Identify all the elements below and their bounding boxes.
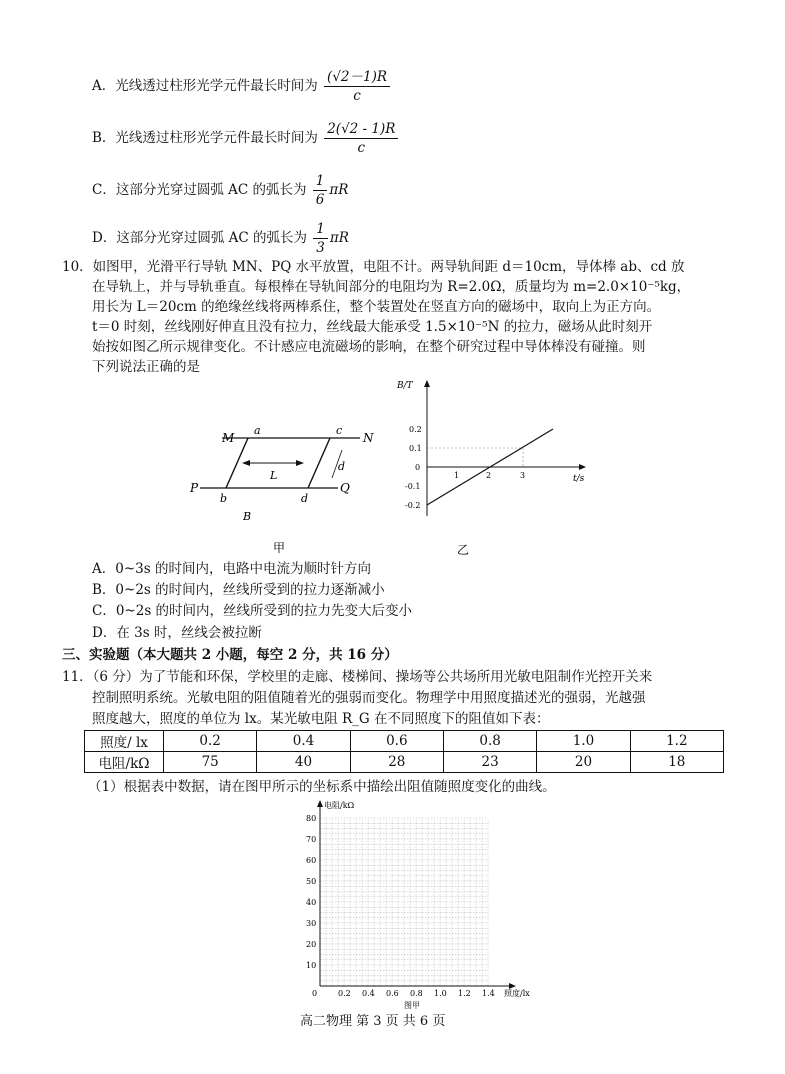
q10-stem-line: 在导轨上，并与导轨垂直。每根棒在导轨间部分的电阻均为 R=2.0Ω，质量均为 m=2.0×10⁻⁵kg， xyxy=(92,279,691,295)
table-cell: 23 xyxy=(443,752,536,773)
grid-x-tick-label: 1.4 xyxy=(482,989,495,998)
label-a: a xyxy=(254,424,261,437)
label-d: d xyxy=(301,492,309,505)
label-b-field: B xyxy=(243,510,252,523)
grid-y-axis-label: 电阻/kΩ xyxy=(324,801,355,810)
table-cell: 75 xyxy=(164,752,257,773)
label-l: L xyxy=(270,469,278,482)
q10-option-a: A．0~3s 的时间内，电路中电流为顺时针方向 xyxy=(92,561,371,577)
table-cell: 0.4 xyxy=(257,731,350,752)
q11-subquestion-1: （1）根据表中数据，请在图甲所示的坐标系中描绘出阻值随照度变化的曲线。 xyxy=(88,779,556,795)
q9-option-b: B．光线透过柱形光学元件最长时间为 $\frac{2(√2 - 1)R}{c}$ xyxy=(92,120,400,157)
label-b: b xyxy=(220,492,228,505)
grid-x-tick-label: 0.8 xyxy=(410,989,423,998)
y-tick-labels xyxy=(405,425,422,510)
grid-y-tick-label: 30 xyxy=(306,919,317,928)
grid-y-tick-label: 80 xyxy=(306,814,317,823)
q10-stem-line: 10．如图甲，光滑平行导轨 MN、PQ 水平放置，电阻不计。两导轨间距 d＝10cm，导体棒 ab、cd 放 xyxy=(62,259,685,275)
q9-option-d-fraction: $\frac{1}{3}$ xyxy=(313,220,328,257)
q10-stem-line: 用长为 L＝20cm 的绝缘丝线将两棒系住，整个装置处在竖直方向的磁场中，取向上为正方向。 xyxy=(92,299,661,315)
label-c: c xyxy=(336,424,343,437)
q10-option-b: B．0~2s 的时间内，丝线所受到的拉力逐渐减小 xyxy=(92,582,385,598)
grid-y-tick-label: 50 xyxy=(306,877,317,886)
grid-lines xyxy=(320,818,488,986)
y-tick-label: 0 xyxy=(415,463,421,472)
q11-stem-line: 控制照明系统。光敏电阻的阻值随着光的强弱而变化。物理学中用照度描述光的强弱，光越强 xyxy=(92,690,646,706)
q11-stem-line: 照度越大，照度的单位为 lx。某光敏电阻 R_G 在不同照度下的阻值如下表： xyxy=(92,711,550,727)
grid-y-axis-arrow xyxy=(317,800,323,807)
grid-caption: 图甲 xyxy=(404,1001,420,1010)
q9-option-b-fraction: $\frac{2(√2 - 1)R}{c}$ xyxy=(324,120,398,157)
label-q: Q xyxy=(340,481,350,495)
table-cell: 18 xyxy=(630,752,723,773)
y-tick-label: -0.2 xyxy=(405,501,421,510)
y-tick-label: 0.2 xyxy=(409,425,422,434)
grid-y-tick-label: 20 xyxy=(306,940,317,949)
x-tick-labels xyxy=(454,471,525,480)
table-row xyxy=(85,752,724,773)
y-axis-arrow xyxy=(424,380,430,387)
table-cell: 0.2 xyxy=(164,731,257,752)
figure-b-caption: 乙 xyxy=(457,543,470,557)
figure-a-caption: 甲 xyxy=(273,541,286,555)
grid-y-tick-label: 60 xyxy=(306,856,317,865)
q10-stem-line: t＝0 时刻，丝线刚好伸直且没有拉力，丝线最大能承受 1.5×10⁻⁵N 的拉力，磁场从此时刻开 xyxy=(92,319,653,335)
q10-stem-line: 始按如图乙所示规律变化。不计感应电流磁场的影响，在整个研究过程中导体棒没有碰撞。则 xyxy=(92,339,646,355)
x-tick-label: 2 xyxy=(486,471,492,480)
q9-option-d: D．这部分光穿过圆弧 AC 的弧长为 $\frac{1}{3}$ πR xyxy=(92,221,349,256)
label-d-spacing: d xyxy=(338,460,346,473)
row-header: 电阻/kΩ xyxy=(85,752,164,773)
grid-y-tick-labels xyxy=(306,814,316,970)
q10-option-c: C．0~2s 的时间内，丝线所受到的拉力先变大后变小 xyxy=(92,603,413,619)
grid-y-tick-label: 70 xyxy=(306,835,317,844)
grid-x-tick-label: 0.2 xyxy=(338,989,351,998)
label-p: P xyxy=(190,481,199,495)
page-footer: 高二物理 第 3 页 共 6 页 xyxy=(300,1014,446,1029)
q9-option-c: C．这部分光穿过圆弧 AC 的弧长为 $\frac{1}{6}$ πR xyxy=(92,173,349,208)
x-tick-label: 1 xyxy=(454,471,460,480)
q11-grid-chart xyxy=(290,798,540,1012)
q9-option-a: A．光线透过柱形光学元件最长时间为 $\frac{(√2-1)R}{c}$ xyxy=(92,68,392,105)
table-cell: 1.2 xyxy=(630,731,723,752)
table-cell: 28 xyxy=(350,752,443,773)
table-cell: 20 xyxy=(537,752,630,773)
arrow-head-left xyxy=(242,460,250,466)
q10-option-d: D．在 3s 时，丝线会被拉断 xyxy=(92,625,262,641)
y-axis-label: B/T xyxy=(397,381,413,391)
table-cell: 0.8 xyxy=(443,731,536,752)
x-tick-label: 3 xyxy=(520,471,526,480)
grid-y-tick-label: 10 xyxy=(306,961,317,970)
x-axis-arrow xyxy=(579,464,586,470)
grid-x-tick-label: 1.0 xyxy=(434,989,447,998)
q10-figure-a-rails xyxy=(190,420,374,560)
grid-x-tick-label: 1.2 xyxy=(458,989,471,998)
table-row xyxy=(85,731,724,752)
y-tick-label: -0.1 xyxy=(405,482,421,491)
q11-stem-line: 11．（6 分）为了节能和环保，学校里的走廊、楼梯间、操场等公共场所用光敏电阻制作光控开关来 xyxy=(62,669,653,685)
label-m: M xyxy=(222,431,235,445)
row-header: 照度/ lx xyxy=(85,731,164,752)
table-cell: 1.0 xyxy=(537,731,630,752)
section-heading: 三、实验题（本大题共 2 小题，每空 2 分，共 16 分） xyxy=(62,647,398,663)
grid-x-axis-label: 照度/lx xyxy=(504,989,530,998)
table-cell: 0.6 xyxy=(350,731,443,752)
y-tick-label: 0.1 xyxy=(409,444,422,453)
grid-x-tick-label: 0 xyxy=(312,989,318,998)
grid-x-tick-label: 0.6 xyxy=(386,989,399,998)
x-axis-label: t/s xyxy=(573,474,585,484)
grid-y-tick-label: 40 xyxy=(306,898,317,907)
rod-cd xyxy=(308,438,330,488)
q10-figure-b-graph xyxy=(395,378,595,560)
grid-x-tick-labels xyxy=(312,989,495,998)
q9-option-a-fraction: $\frac{(√2-1)R}{c}$ xyxy=(324,68,390,105)
grid-x-tick-label: 0.4 xyxy=(362,989,375,998)
table-cell: 40 xyxy=(257,752,350,773)
arrow-head-right xyxy=(296,460,304,466)
q10-stem-line: 下列说法正确的是 xyxy=(92,359,200,375)
label-n: N xyxy=(363,431,374,445)
q9-option-c-fraction: $\frac{1}{6}$ xyxy=(313,172,328,209)
illuminance-resistance-table xyxy=(84,730,724,773)
